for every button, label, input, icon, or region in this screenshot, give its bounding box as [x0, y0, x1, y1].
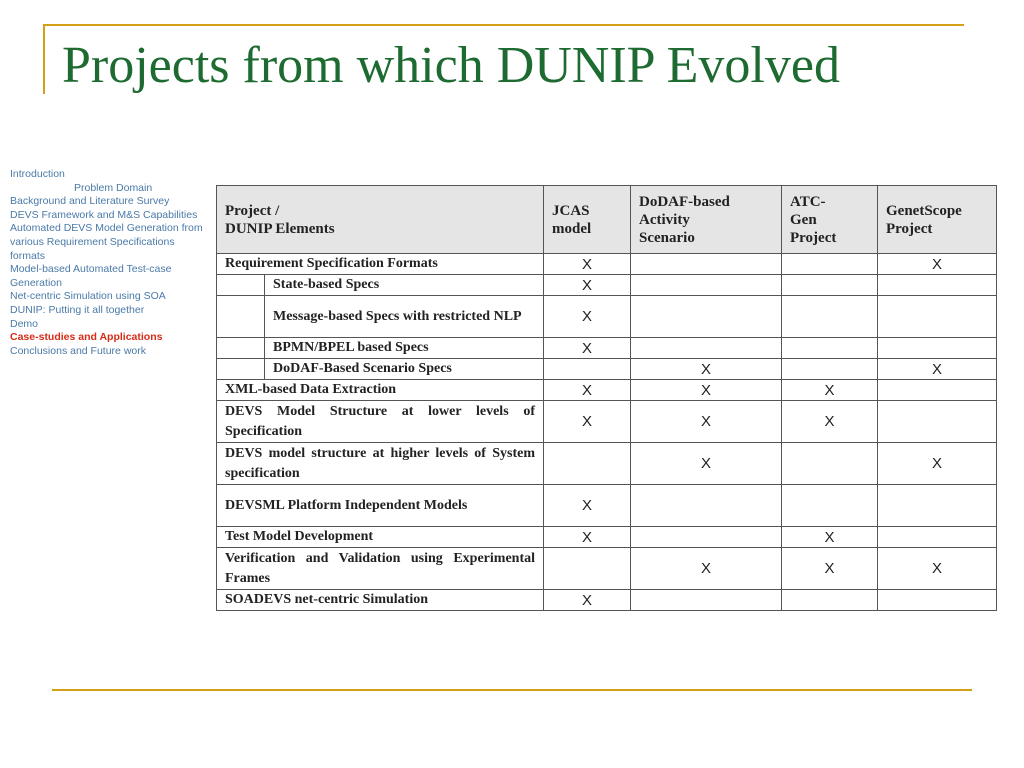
row-label: XML-based Data Extraction: [217, 380, 544, 401]
cell-atc-gen: [782, 359, 878, 380]
cell-jcas: [544, 359, 631, 380]
cell-genetscope: X: [878, 443, 997, 485]
cell-atc-gen: [782, 443, 878, 485]
cell-jcas: X: [544, 380, 631, 401]
cell-jcas: X: [544, 275, 631, 296]
cell-genetscope: [878, 590, 997, 611]
row-label: Verification and Validation using Experimental Frames: [217, 548, 544, 590]
table-row: [217, 254, 997, 275]
cell-genetscope: [878, 380, 997, 401]
cell-dodaf: [631, 338, 782, 359]
left-rule: [43, 24, 45, 94]
cell-atc-gen: [782, 275, 878, 296]
table-row: [217, 590, 997, 611]
cell-genetscope: [878, 401, 997, 443]
outline-nav: [10, 168, 205, 358]
nav-item-automated-generation[interactable]: Automated DEVS Model Generation from various Requirement Specifications formats: [10, 222, 203, 262]
nav-item-conclusions[interactable]: Conclusions and Future work: [10, 344, 146, 357]
row-label: Message-based Specs with restricted NLP: [265, 296, 544, 338]
cell-genetscope: [878, 296, 997, 338]
cell-jcas: X: [544, 590, 631, 611]
bottom-rule: [52, 689, 972, 691]
indent-cell: [217, 296, 265, 338]
header-jcas: JCAS model: [544, 186, 631, 254]
cell-genetscope: [878, 485, 997, 527]
projects-table: [216, 185, 997, 611]
header-atc-gen: ATC- Gen Project: [782, 186, 878, 254]
nav-item-net-centric-soa[interactable]: Net-centric Simulation using SOA: [10, 290, 166, 303]
header-row: [217, 186, 997, 254]
cell-dodaf: [631, 485, 782, 527]
indent-cell: [217, 338, 265, 359]
cell-jcas: X: [544, 338, 631, 359]
table-row: [217, 485, 997, 527]
row-label: State-based Specs: [265, 275, 544, 296]
cell-dodaf: X: [631, 359, 782, 380]
header-genetscope: GenetScope Project: [878, 186, 997, 254]
table-row: [217, 359, 997, 380]
cell-dodaf: [631, 590, 782, 611]
nav-item-test-case-generation[interactable]: Model-based Automated Test-case Generation: [10, 263, 172, 289]
table-row: [217, 380, 997, 401]
row-label: DEVS model structure at higher levels of System specification: [217, 443, 544, 485]
cell-dodaf: X: [631, 548, 782, 590]
indent-cell: [217, 275, 265, 296]
table-row: [217, 548, 997, 590]
cell-jcas: X: [544, 485, 631, 527]
cell-atc-gen: [782, 338, 878, 359]
cell-jcas: [544, 548, 631, 590]
cell-jcas: X: [544, 401, 631, 443]
cell-dodaf: [631, 527, 782, 548]
cell-jcas: X: [544, 296, 631, 338]
cell-jcas: X: [544, 527, 631, 548]
cell-dodaf: X: [631, 401, 782, 443]
cell-dodaf: X: [631, 443, 782, 485]
cell-atc-gen: [782, 254, 878, 275]
row-label: BPMN/BPEL based Specs: [265, 338, 544, 359]
row-label: Test Model Development: [217, 527, 544, 548]
cell-atc-gen: X: [782, 380, 878, 401]
nav-item-demo[interactable]: Demo: [10, 317, 39, 330]
top-rule: [44, 24, 964, 26]
table-row: [217, 338, 997, 359]
row-label: SOADEVS net-centric Simulation: [217, 590, 544, 611]
cell-genetscope: [878, 527, 997, 548]
table-row: [217, 275, 997, 296]
nav-item-background[interactable]: Background and Literature Survey: [10, 195, 170, 208]
nav-item-dunip[interactable]: DUNIP: Putting it all together: [10, 303, 145, 316]
nav-item-case-studies[interactable]: Case-studies and Applications: [10, 331, 163, 344]
cell-atc-gen: [782, 485, 878, 527]
cell-atc-gen: X: [782, 527, 878, 548]
row-label: DEVSML Platform Independent Models: [217, 485, 544, 527]
nav-item-introduction[interactable]: Introduction: [10, 168, 65, 180]
cell-genetscope: [878, 275, 997, 296]
nav-item-problem-domain[interactable]: Problem Domain: [74, 181, 153, 194]
row-label: DoDAF-Based Scenario Specs: [265, 359, 544, 380]
cell-dodaf: [631, 296, 782, 338]
row-label: Requirement Specification Formats: [217, 254, 544, 275]
cell-atc-gen: [782, 296, 878, 338]
header-project: Project / DUNIP Elements: [217, 186, 544, 254]
nav-item-devs-framework[interactable]: DEVS Framework and M&S Capabilities: [10, 208, 198, 221]
cell-atc-gen: X: [782, 548, 878, 590]
cell-genetscope: X: [878, 548, 997, 590]
cell-genetscope: [878, 338, 997, 359]
cell-genetscope: X: [878, 254, 997, 275]
cell-dodaf: [631, 275, 782, 296]
table-row: [217, 527, 997, 548]
cell-dodaf: [631, 254, 782, 275]
cell-jcas: X: [544, 254, 631, 275]
cell-genetscope: X: [878, 359, 997, 380]
slide-title: Projects from which DUNIP Evolved: [62, 37, 840, 94]
table-row: [217, 443, 997, 485]
table-row: [217, 296, 997, 338]
cell-atc-gen: [782, 590, 878, 611]
cell-atc-gen: X: [782, 401, 878, 443]
row-label: DEVS Model Structure at lower levels of Specification: [217, 401, 544, 443]
table-row: [217, 401, 997, 443]
cell-jcas: [544, 443, 631, 485]
cell-dodaf: X: [631, 380, 782, 401]
header-dodaf: DoDAF-based Activity Scenario: [631, 186, 782, 254]
indent-cell: [217, 359, 265, 380]
